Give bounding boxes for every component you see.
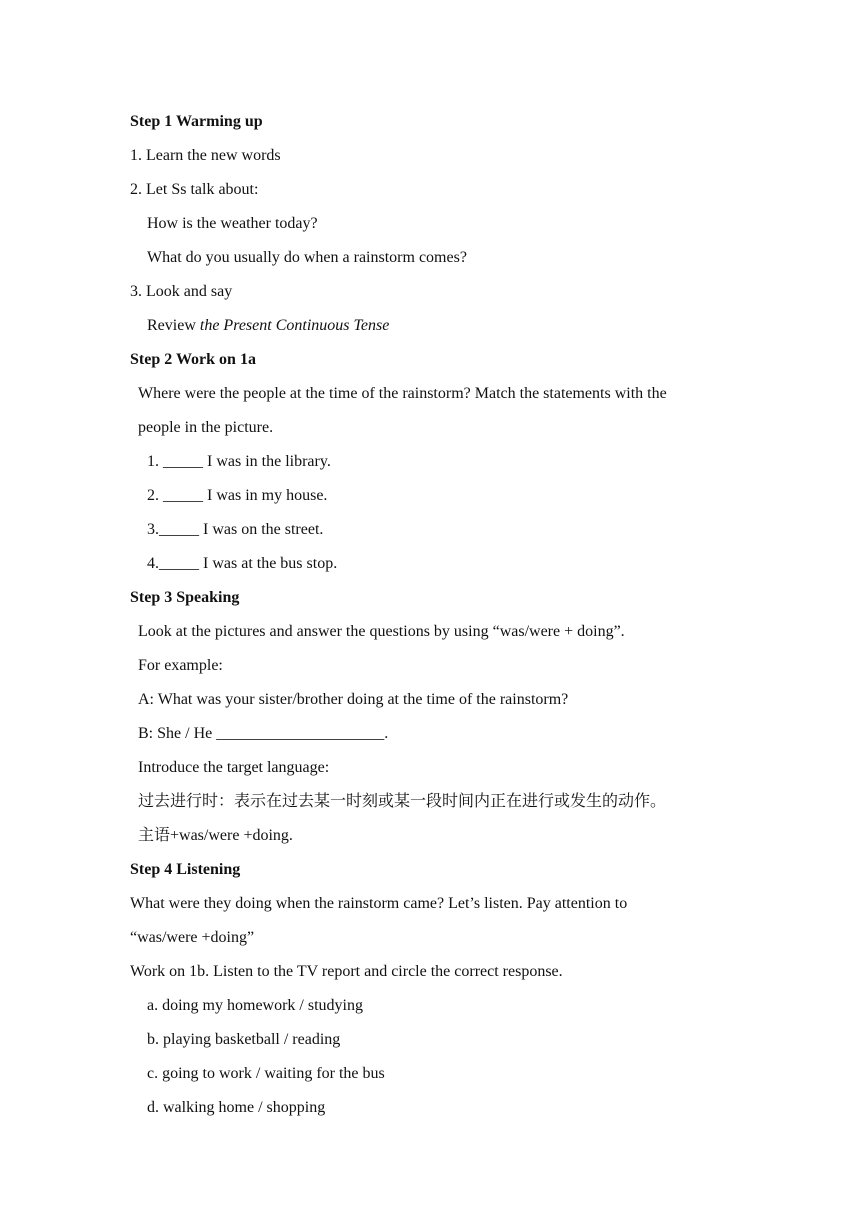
step4-question-line1: What were they doing when the rainstorm came? Let’s listen. Pay attention to — [130, 895, 628, 912]
step1-heading: Step 1 Warming up — [130, 113, 263, 130]
step2-statement: 4._____ I was at the bus stop. — [147, 555, 338, 572]
step1-item-2: 2. Let Ss talk about: — [130, 181, 259, 198]
review-prefix: Review — [147, 317, 200, 334]
step4-option: b. playing basketball / reading — [147, 1031, 341, 1048]
review-tense: the Present Continuous Tense — [199, 317, 390, 334]
step4-option: c. going to work / waiting for the bus — [147, 1065, 385, 1082]
step1-item-3: 3. Look and say — [130, 283, 233, 300]
step3-chinese-definition: 过去进行时：表示在过去某一时刻或某一段时间内正在进行或发生的动作。 — [138, 793, 667, 810]
step3-heading: Step 3 Speaking — [130, 589, 240, 606]
step3-dialogue-b: B: She / He _____________________. — [138, 725, 389, 742]
step2-instruction-line2: people in the picture. — [138, 419, 274, 436]
step3-dialogue-a: A: What was your sister/brother doing at the time of the rainstorm? — [138, 691, 569, 708]
step4-task: Work on 1b. Listen to the TV report and circle the correct response. — [130, 963, 563, 980]
step2-heading: Step 2 Work on 1a — [130, 351, 256, 368]
step1-question-2: What do you usually do when a rainstorm comes? — [147, 249, 467, 266]
step4-heading: Step 4 Listening — [130, 861, 241, 878]
step2-statement: 1. _____ I was in the library. — [147, 453, 331, 470]
step2-statement: 2. _____ I was in my house. — [147, 487, 328, 504]
step4-question-line2: “was/were +doing” — [130, 929, 255, 946]
step2-statement: 3._____ I was on the street. — [147, 521, 324, 538]
step3-example-label: For example: — [138, 657, 223, 674]
step3-instruction: Look at the pictures and answer the questions by using “was/were + doing”. — [138, 623, 625, 640]
step4-option: d. walking home / shopping — [147, 1099, 326, 1116]
step1-review — [147, 316, 389, 336]
step1-item-1: 1. Learn the new words — [130, 147, 281, 164]
step1-question-1: How is the weather today? — [147, 215, 318, 232]
step4-option: a. doing my homework / studying — [147, 997, 363, 1014]
step2-instruction-line1: Where were the people at the time of the rainstorm? Match the statements with the — [138, 385, 667, 402]
step3-introduce: Introduce the target language: — [138, 759, 330, 776]
step3-formula: 主语+was/were +doing. — [138, 827, 293, 844]
